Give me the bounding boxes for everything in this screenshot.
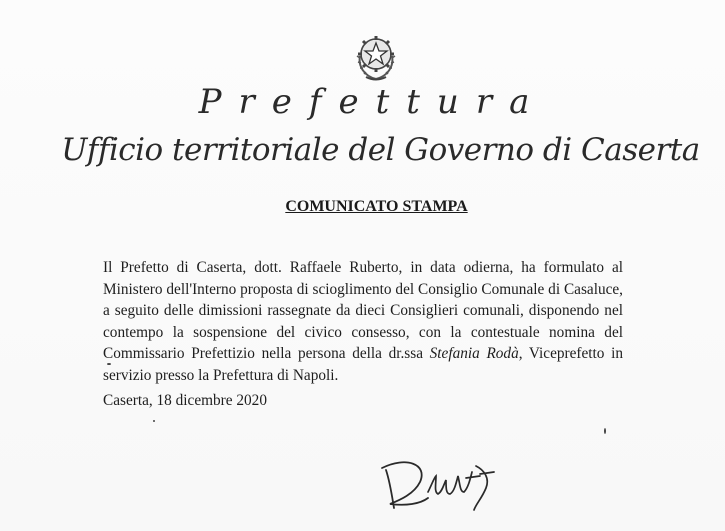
office-subtitle: Ufficio territoriale del Governo di Caserta (61, 132, 700, 168)
italian-republic-emblem-icon (352, 30, 400, 82)
commissioner-name: Stefania Rodà (429, 345, 519, 362)
body-text-part2: , Viceprefetto in servizio presso la Prefettura di Napoli. (103, 345, 624, 384)
press-release-title: COMUNICATO STAMPA (285, 198, 468, 215)
paper-speck (153, 420, 155, 422)
handwritten-signature (376, 448, 516, 518)
paper-speck (604, 428, 606, 434)
body-text-part1: Il Prefetto di Caserta, dott. Raffaele Ruberto, in data odierna, ha formulato al Ministero dell'Interno proposta di scioglimento del Consiglio Comunale di Casaluce, a seguito delle dimissioni rassegnate da dieci Consiglieri comunali, disponendo nel contempo la sospensione del civico consesso, con la contestuale nomina del Commissario Prefettizio nella persona della dr.ssa (103, 259, 623, 362)
paper-speck (107, 363, 111, 365)
press-release-body (103, 257, 623, 386)
office-name: Prefettura (198, 82, 547, 122)
dateline: Caserta, 18 dicembre 2020 (103, 392, 267, 409)
